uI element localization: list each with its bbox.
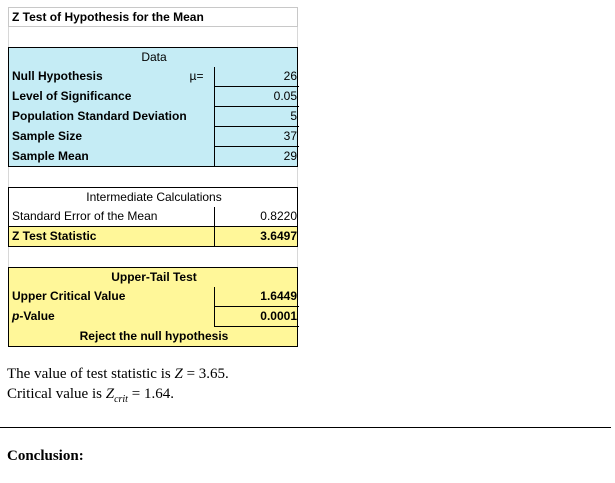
std-error-label: Standard Error of the Mean [12,209,158,223]
significance-label: Level of Significance [12,89,132,103]
data-row-null-hypothesis [8,67,298,87]
decision-row [8,327,298,347]
data-row-pop-sd [8,107,298,127]
intermediate-row-z [8,227,298,247]
p-letter: p [12,309,20,323]
sample-mean-label: Sample Mean [12,149,89,163]
statement1-value: 3.65 [198,366,226,382]
std-error-value: 0.8220 [214,207,299,227]
hypothesis-table [8,7,298,347]
statement2-value: 1.64 [143,386,171,402]
p-value-suffix: -Value [19,309,55,323]
z-stat-label: Z Test Statistic [12,229,97,243]
test-statistic-statement: The value of test statistic is Z = 3.65. [7,366,229,382]
upper-tail-row-critical [8,287,298,307]
sample-size-value: 37 [214,127,299,147]
data-row-significance [8,87,298,107]
p-value: 0.0001 [214,307,299,327]
data-header-row [8,47,298,67]
null-hypothesis-value: 26 [214,67,299,87]
intermediate-header-row [8,187,298,207]
data-row-sample-size [8,127,298,147]
table-title: Z Test of Hypothesis for the Mean [12,10,204,24]
sample-size-label: Sample Size [12,129,83,143]
decision-text: Reject the null hypothesis [79,329,229,343]
statement1-prefix: The value of test statistic is [7,366,171,382]
data-row-sample-mean [8,147,298,167]
upper-tail-header-row [8,267,298,287]
sample-mean-value: 29 [214,147,299,167]
statement2-var: Z [105,386,115,402]
divider [0,427,611,428]
critical-value-label: Upper Critical Value [12,289,126,303]
blank-row [8,27,298,47]
pop-sd-label: Population Standard Deviation [12,109,187,123]
significance-value: 0.05 [214,87,299,107]
z-stat-value: 3.6497 [214,227,299,247]
statement1-var: Z [174,366,183,382]
mu-symbol: µ= [189,69,204,83]
blank-row [8,167,298,187]
intermediate-row-se [8,207,298,227]
statement2-prefix: Critical value is [7,386,102,402]
upper-tail-row-pvalue [8,307,298,327]
table-title-row [8,7,298,27]
upper-tail-header: Upper-Tail Test [111,270,197,284]
blank-row [8,247,298,267]
data-header: Data [141,50,167,64]
critical-value: 1.6449 [214,287,299,307]
statement2-sub: crit [114,394,128,405]
p-value-label [9,307,214,327]
intermediate-header: Intermediate Calculations [86,190,222,204]
pop-sd-value: 5 [214,107,299,127]
critical-value-statement: Critical value is $Z_{crit} = 1.64$. [7,386,174,405]
conclusion-heading: Conclusion: [7,448,84,464]
null-hypothesis-label: Null Hypothesis [12,69,103,83]
